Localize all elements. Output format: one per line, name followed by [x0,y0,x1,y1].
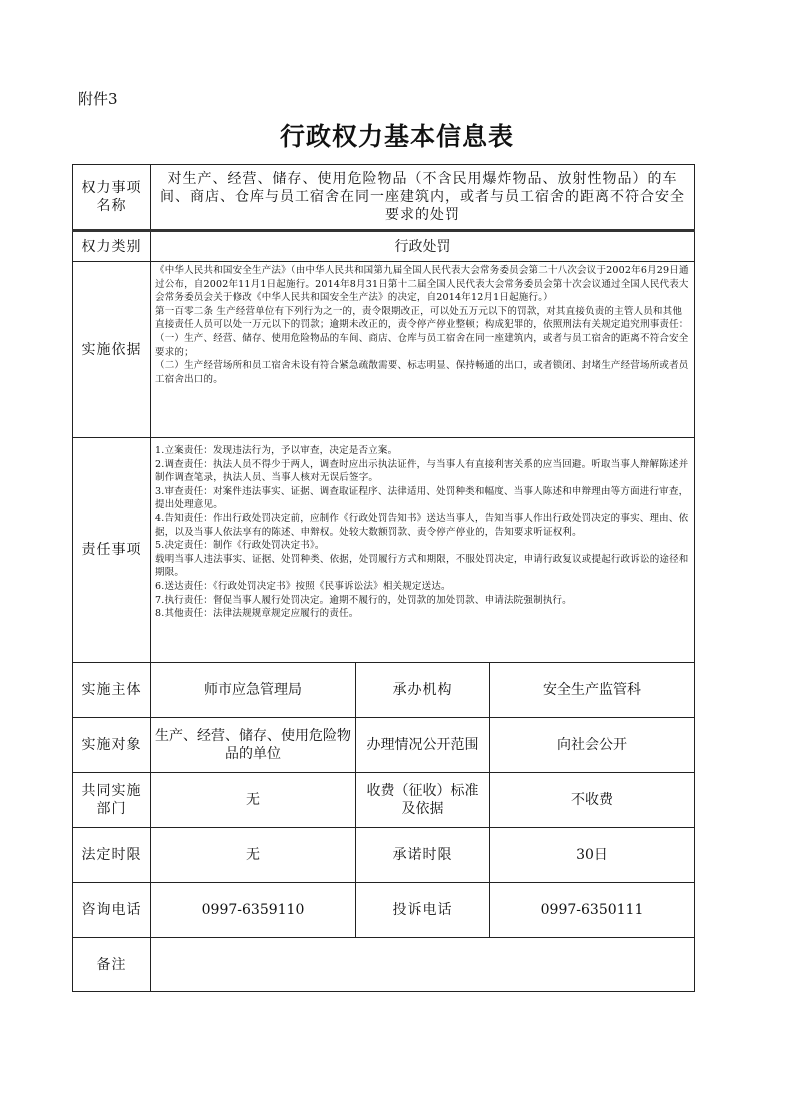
basis-paragraph: （二）生产经营场所和员工宿舍未设有符合紧急疏散需要、标志明显、保持畅通的出口，或者锁闭、封堵生产经营场所或者员工宿舍出口的。 [155,360,689,385]
disclosure-scope-value: 向社会公开 [490,718,695,773]
info-table [72,164,695,992]
grid-row [73,663,695,718]
complaint-phone-value: 0997-6350111 [490,883,695,938]
power-name-value: 对生产、经营、储存、使用危险物品（不含民用爆炸物品、放射性物品）的车间、商店、仓库与员工宿舍在同一座建筑内，或者与员工宿舍的距离不符合安全要求的处罚 [151,165,695,231]
attachment-label: 附件3 [78,90,118,108]
handling-agency-label: 承办机构 [356,663,490,718]
responsibility-item: 载明当事人违法事实、证据、处罚种类、依据，处罚履行方式和期限，不服处罚决定，申请行政复议或提起行政诉讼的途径和期限。 [155,553,689,579]
joint-department-label: 共同实施部门 [73,773,151,828]
grid-row [73,883,695,938]
implementing-body-value: 师市应急管理局 [151,663,356,718]
responsibility-item: 8.其他责任：法律法规规章规定应履行的责任。 [155,608,359,620]
remarks-label: 备注 [73,938,151,992]
power-type-label: 权力类别 [73,231,151,262]
row-basis [73,262,695,438]
page-title: 行政权力基本信息表 [279,122,514,151]
responsibility-content [151,438,695,663]
row-power-name [73,165,695,231]
grid-row [73,773,695,828]
target-label: 实施对象 [73,718,151,773]
responsibility-item: 6.送达责任：《行政处罚决定书》按照《民事诉讼法》相关规定送达。 [155,580,451,592]
promised-time-limit-value: 30日 [490,828,695,883]
promised-time-limit-label: 承诺时限 [356,828,490,883]
responsibility-item: 2.调查责任：执法人员不得少于两人，调查时应出示执法证件，与当事人有直接利害关系的应当回避。听取当事人辩解陈述并制作调查笔录，执法人员、当事人核对无误后签字。 [155,458,689,484]
basis-paragraph: （一）生产、经营、储存、使用危险物品的车间、商店、仓库与员工宿舍在同一座建筑内，或者与员工宿舍的距离不符合安全要求的； [155,332,689,358]
responsibility-label: 责任事项 [73,438,151,663]
joint-department-value: 无 [151,773,356,828]
legal-time-limit-value: 无 [151,828,356,883]
consult-phone-value: 0997-6359110 [151,883,356,938]
implementing-body-label: 实施主体 [73,663,151,718]
power-name-label: 权力事项名称 [73,165,151,231]
target-value: 生产、经营、储存、使用危险物品的单位 [151,718,356,773]
fee-standard-label: 收费（征收）标准及依据 [356,773,490,828]
responsibility-item: 5.决定责任：制作《行政处罚决定书》。 [155,540,325,552]
responsibility-item: 7.执行责任：督促当事人履行处罚决定。逾期不履行的，处罚款的加处罚款、申请法院强制执行。 [155,594,572,606]
row-remarks [73,938,695,992]
row-responsibility [73,438,695,663]
responsibility-item: 4.告知责任：作出行政处罚决定前，应制作《行政处罚告知书》送达当事人，告知当事人作出行政处罚决定的事实、理由、依据，以及当事人依法享有的陈述、申辩权。处较大数额罚款、责令停产停业的，告知要求听证权利。 [155,512,689,538]
disclosure-scope-label: 办理情况公开范围 [356,718,490,773]
row-power-type [73,231,695,262]
consult-phone-label: 咨询电话 [73,883,151,938]
remarks-value [151,938,695,992]
fee-standard-value: 不收费 [490,773,695,828]
responsibility-item: 3.审查责任：对案件违法事实、证据、调查取证程序、法律适用、处罚种类和幅度、当事人陈述和申辩理由等方面进行审查，提出处理意见。 [155,485,689,511]
handling-agency-value: 安全生产监管科 [490,663,695,718]
grid-row [73,828,695,883]
responsibility-item: 1.立案责任：发现违法行为，予以审查，决定是否立案。 [155,445,398,456]
power-type-value: 行政处罚 [151,231,695,262]
basis-paragraph: 第一百零二条 生产经营单位有下列行为之一的，责令限期改正，可以处五万元以下的罚款，对其直接负责的主管人员和其他直接责任人员可以处一万元以下的罚款；逾期未改正的，责令停产停业整顿；构成犯罪的，依照刑法有关规定追究刑事责任： [155,305,689,331]
basis-content [151,262,695,438]
legal-time-limit-label: 法定时限 [73,828,151,883]
basis-label: 实施依据 [73,262,151,438]
grid-row [73,718,695,773]
basis-paragraph: 《中华人民共和国安全生产法》（由中华人民共和国第九届全国人民代表大会常务委员会第二十八次会议于2002年6月29日通过公布，自2002年11月1日起施行。2014年8月31日第十二届全国人民代表大会常务委员会第十次会议通过全国人民代表大会常务委员会关于修改《中华人民共和国安全生产法》的决定，自2014年12月1日起施行。） [155,265,689,304]
complaint-phone-label: 投诉电话 [356,883,490,938]
